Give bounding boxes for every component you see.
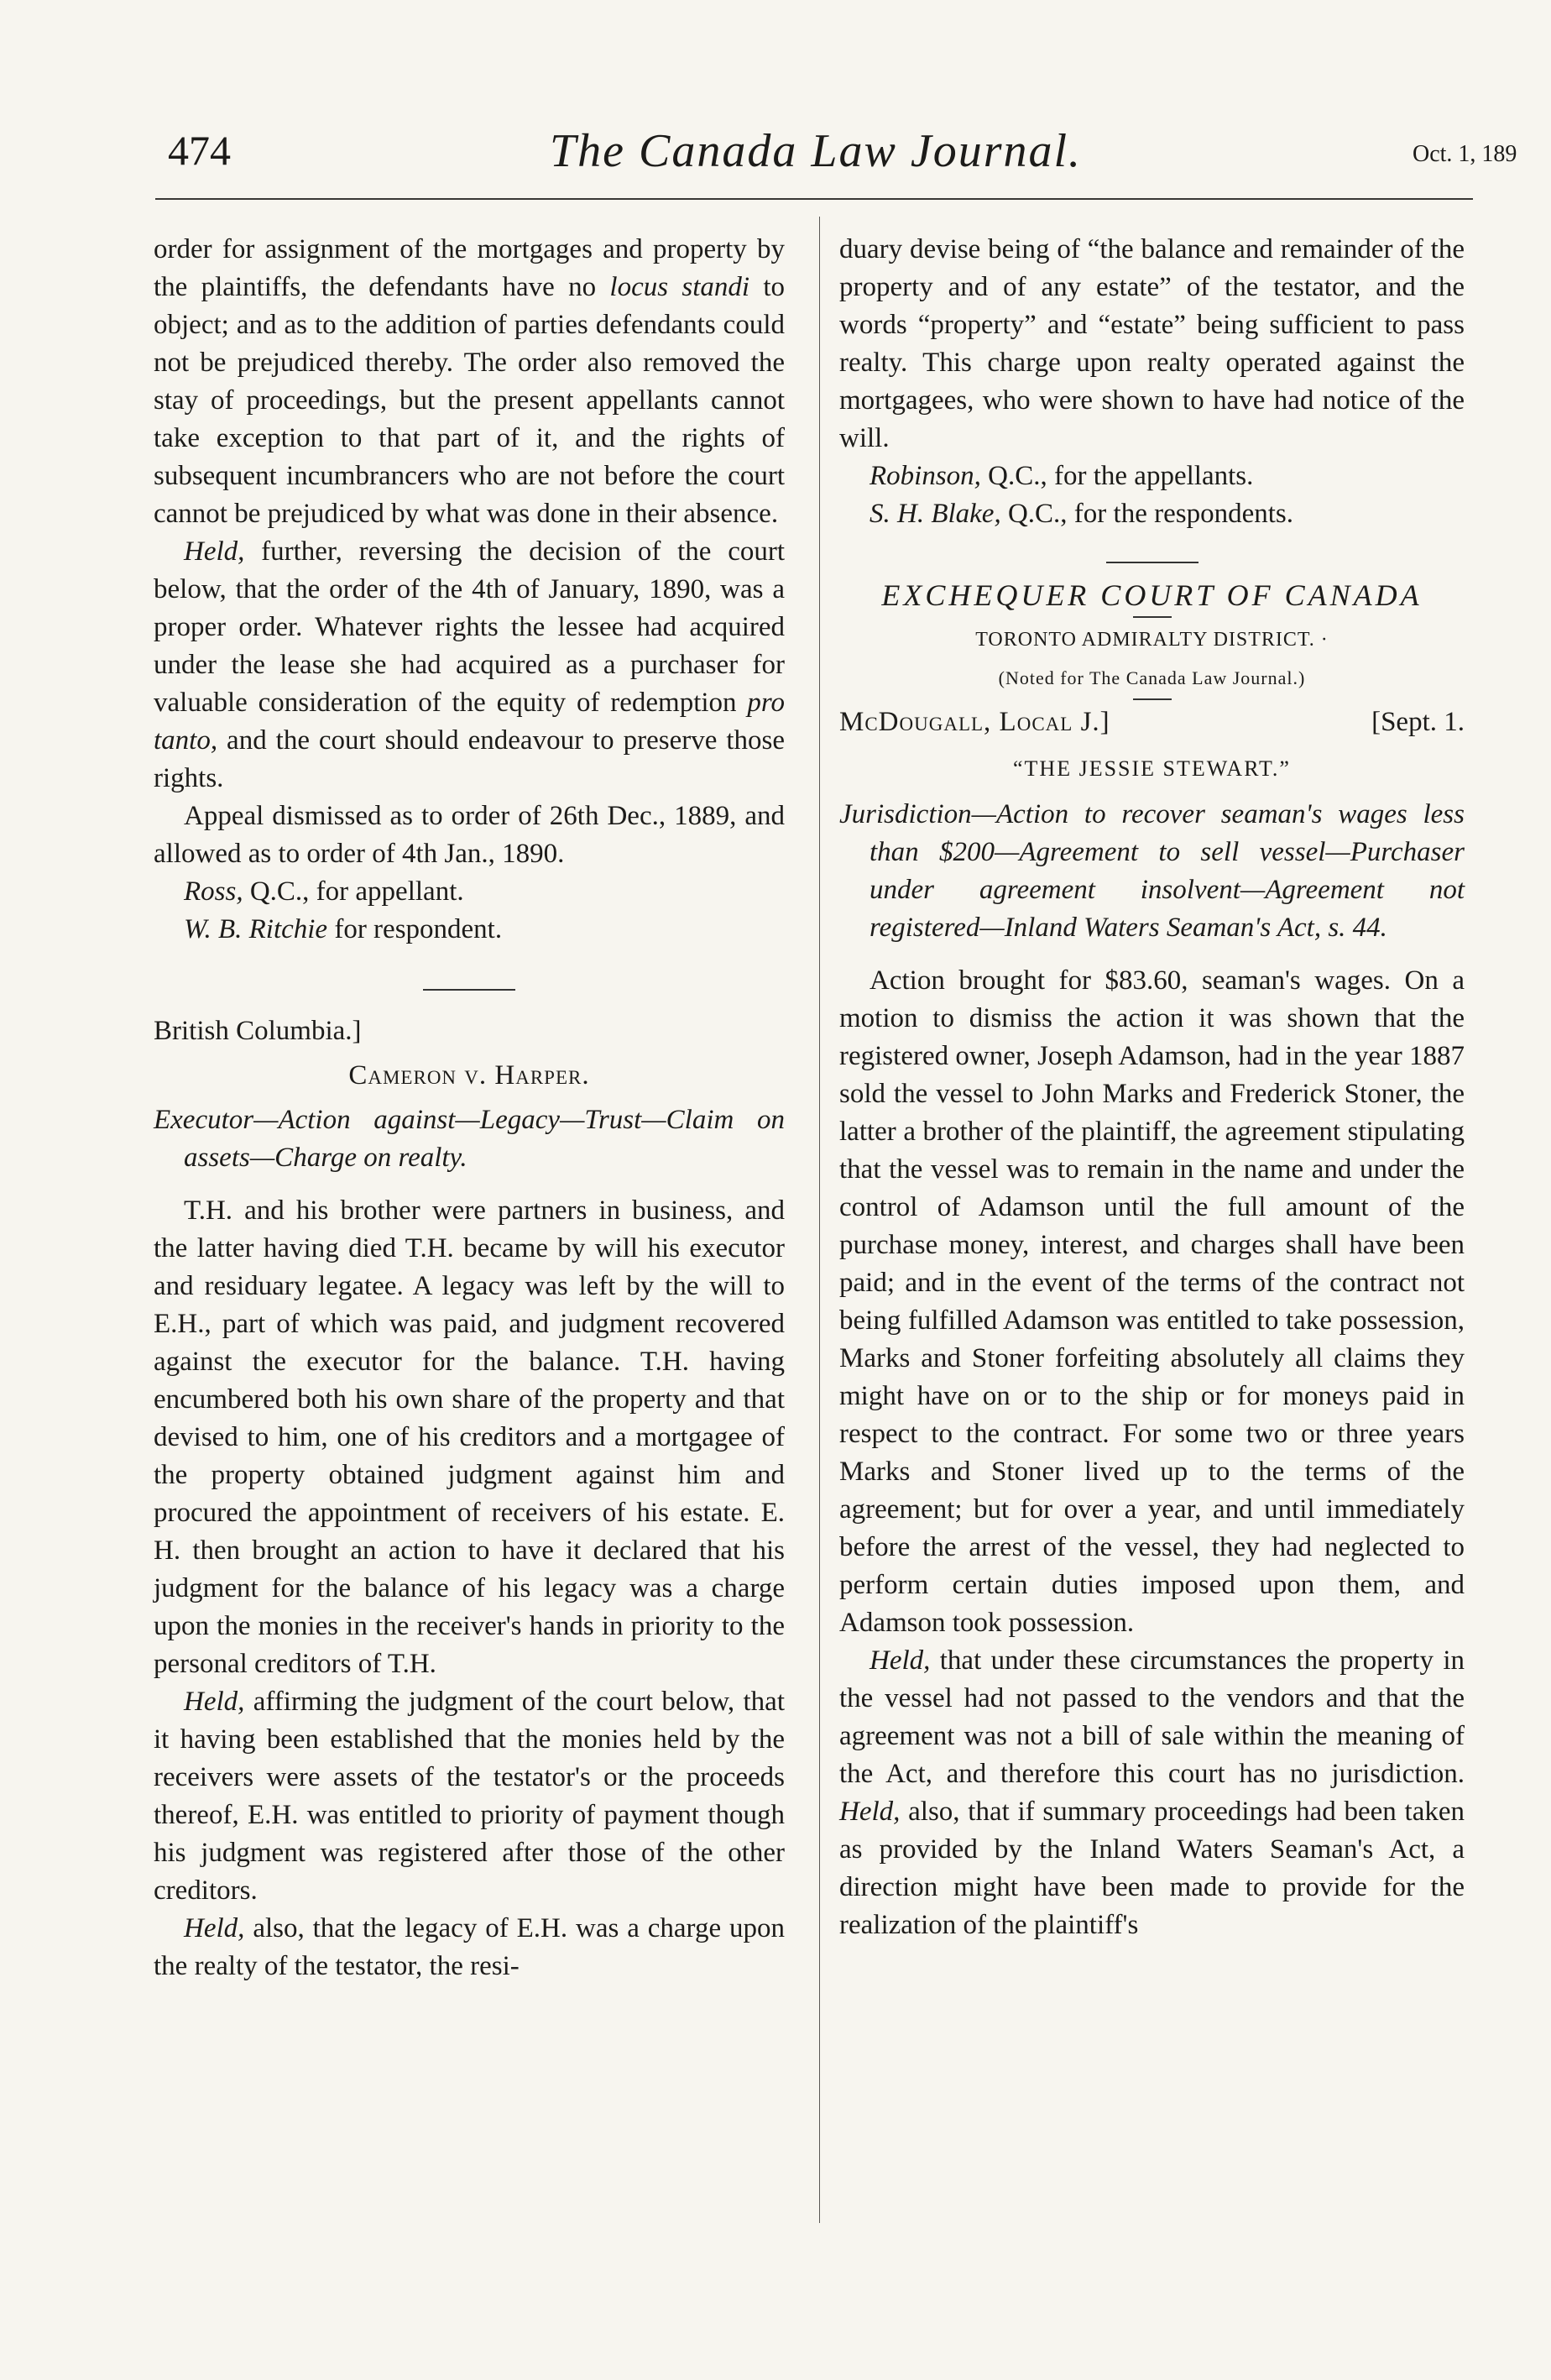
left-paragraph-2: Held, further, reversing the decision of the court below, that the order of the 4th of January, 1890, was a proper order. Whatever rights the lessee had acquired under the lease she had acquired as a purchaser for valuable consideration of the equity of redemption pro tanto, and the court should endeavour to preserve those rights.	[154, 536, 786, 793]
judgment-date: [Sept. 1.	[1371, 707, 1465, 737]
counsel-appellants: Robinson, Q.C., for the appellants.	[870, 461, 1254, 491]
right-paragraph-2: Action brought for $83.60, seaman's wages. On a motion to dismiss the action it was shown that the registered owner, Joseph Adamson, had in the year 1887 sold the vessel to John Marks and Frederick Stoner, the latter a brother of the plaintiff, the agreement stipulating that the vessel was to remain in the name and under the control of Adamson until the full amount of the purchase money, interest, and charges shall have been paid; and in the event of the terms of the contract not being fulfilled Adamson was entitled to take possession, Marks and Stoner forfeiting absolutely all claims they might have on or to the ship or for moneys paid in respect to the contract. For some two or three years Marks and Stoner lived up to the terms of the agreement; but for over a year, and until immediately before the arrest of the vessel, they had neglected to perform certain duties imposed upon them, and Adamson took possession.	[839, 965, 1465, 1638]
header-rule	[155, 198, 1473, 200]
right-paragraph-1: duary devise being of “the balance and remainder of the property and of any estate” of the testator, and the words “property” and “estate” being sufficient to pass realty. This charge upon realty operated against the mortgagees, who were shown to have had notice of the will.	[839, 234, 1465, 453]
left-paragraph-1: order for assignment of the mortgages and property by the plaintiffs, the defendants have no locus standi to object; and as to the addition of parties defendants could not be prejudiced thereby. The order also removed the stay of proceedings, but the present appellants cannot take exception to that part of it, and the rights of subsequent incumbrancers who are not before the court cannot be prejudiced by what was done in their absence.	[154, 234, 786, 529]
court-rule	[1133, 616, 1172, 618]
right-column	[839, 231, 1465, 1944]
left-paragraph-6: Held, also, that the legacy of E.H. was a charge upon the realty of the testator, the resi-	[154, 1913, 785, 1981]
left-paragraph-3: Appeal dismissed as to order of 26th Dec., 1889, and allowed as to order of 4th Jan., 1890.	[154, 801, 785, 869]
court-heading: EXCHEQUER COURT OF CANADA	[881, 578, 1423, 612]
district-label: TORONTO ADMIRALTY DISTRICT. ·	[975, 629, 1329, 651]
case-headnote: Executor—Action against—Legacy—Trust—Claim on assets—Charge on realty.	[154, 1105, 785, 1173]
case-headnote-right: Jurisdiction—Action to recover seaman's wages less than $200—Agreement to sell vessel—Purchaser under agreement insolvent—Agreement not registered—Inland Waters Seaman's Act, s. 44.	[839, 799, 1465, 943]
noted-rule	[1133, 698, 1172, 700]
counsel-respondent: W. B. Ritchie for respondent.	[184, 914, 503, 944]
page-header	[0, 0, 1551, 201]
case-title-right: “THE JESSIE STEWART.”	[1013, 756, 1291, 781]
noted-label: (Noted for The Canada Law Journal.)	[998, 667, 1306, 688]
left-paragraph-4: T.H. and his brother were partners in business, and the latter having died T.H. became by will his executor and residuary legatee. A legacy was left by the will to E.H., part of which was paid, and judgment recovered against the executor for the balance. T.H. having encumbered both his own share of the property and that devised to him, one of his creditors and a mortgagee of the property obtained judgment against him and procured the appointment of receivers of his estate. E. H. then brought an action to have it declared that his judgment for the balance of his legacy was a charge upon the monies in the receiver's hands in priority to the personal creditors of T.H.	[154, 1195, 785, 1679]
judge-name: McDougall, Local J.]	[839, 707, 1110, 737]
left-column	[154, 231, 785, 1985]
case-title: Cameron v. Harper.	[348, 1060, 590, 1091]
right-paragraph-3: Held, that under these circumstances the property in the vessel had not passed to the vendors and that the agreement was not a bill of sale within the meaning of the Act, and therefore this court has no jurisdiction. Held, also, that if summary proceedings had been taken as provided by the Inland Waters Seaman's Act, a direction might have been made to provide for the realization of the plaintiff's	[839, 1645, 1465, 1940]
counsel-respondents: S. H. Blake, Q.C., for the respondents.	[870, 499, 1293, 529]
judge-line	[839, 704, 1465, 741]
left-paragraph-5: Held, affirming the judgment of the court below, that it having been established that the monies held by the receivers were assets of the testator's or the proceeds thereof, E.H. was entitled to priority of payment though his judgment was registered after those of the other creditors.	[154, 1687, 785, 1906]
journal-title: The Canada Law Journal.	[550, 125, 1083, 177]
column-divider	[819, 217, 820, 2223]
counsel-appellant: Ross, Q.C., for appellant.	[184, 876, 464, 907]
page-number: 474	[168, 127, 231, 174]
province-label: British Columbia.]	[154, 1016, 362, 1046]
issue-date: Oct. 1, 189	[1413, 141, 1517, 167]
